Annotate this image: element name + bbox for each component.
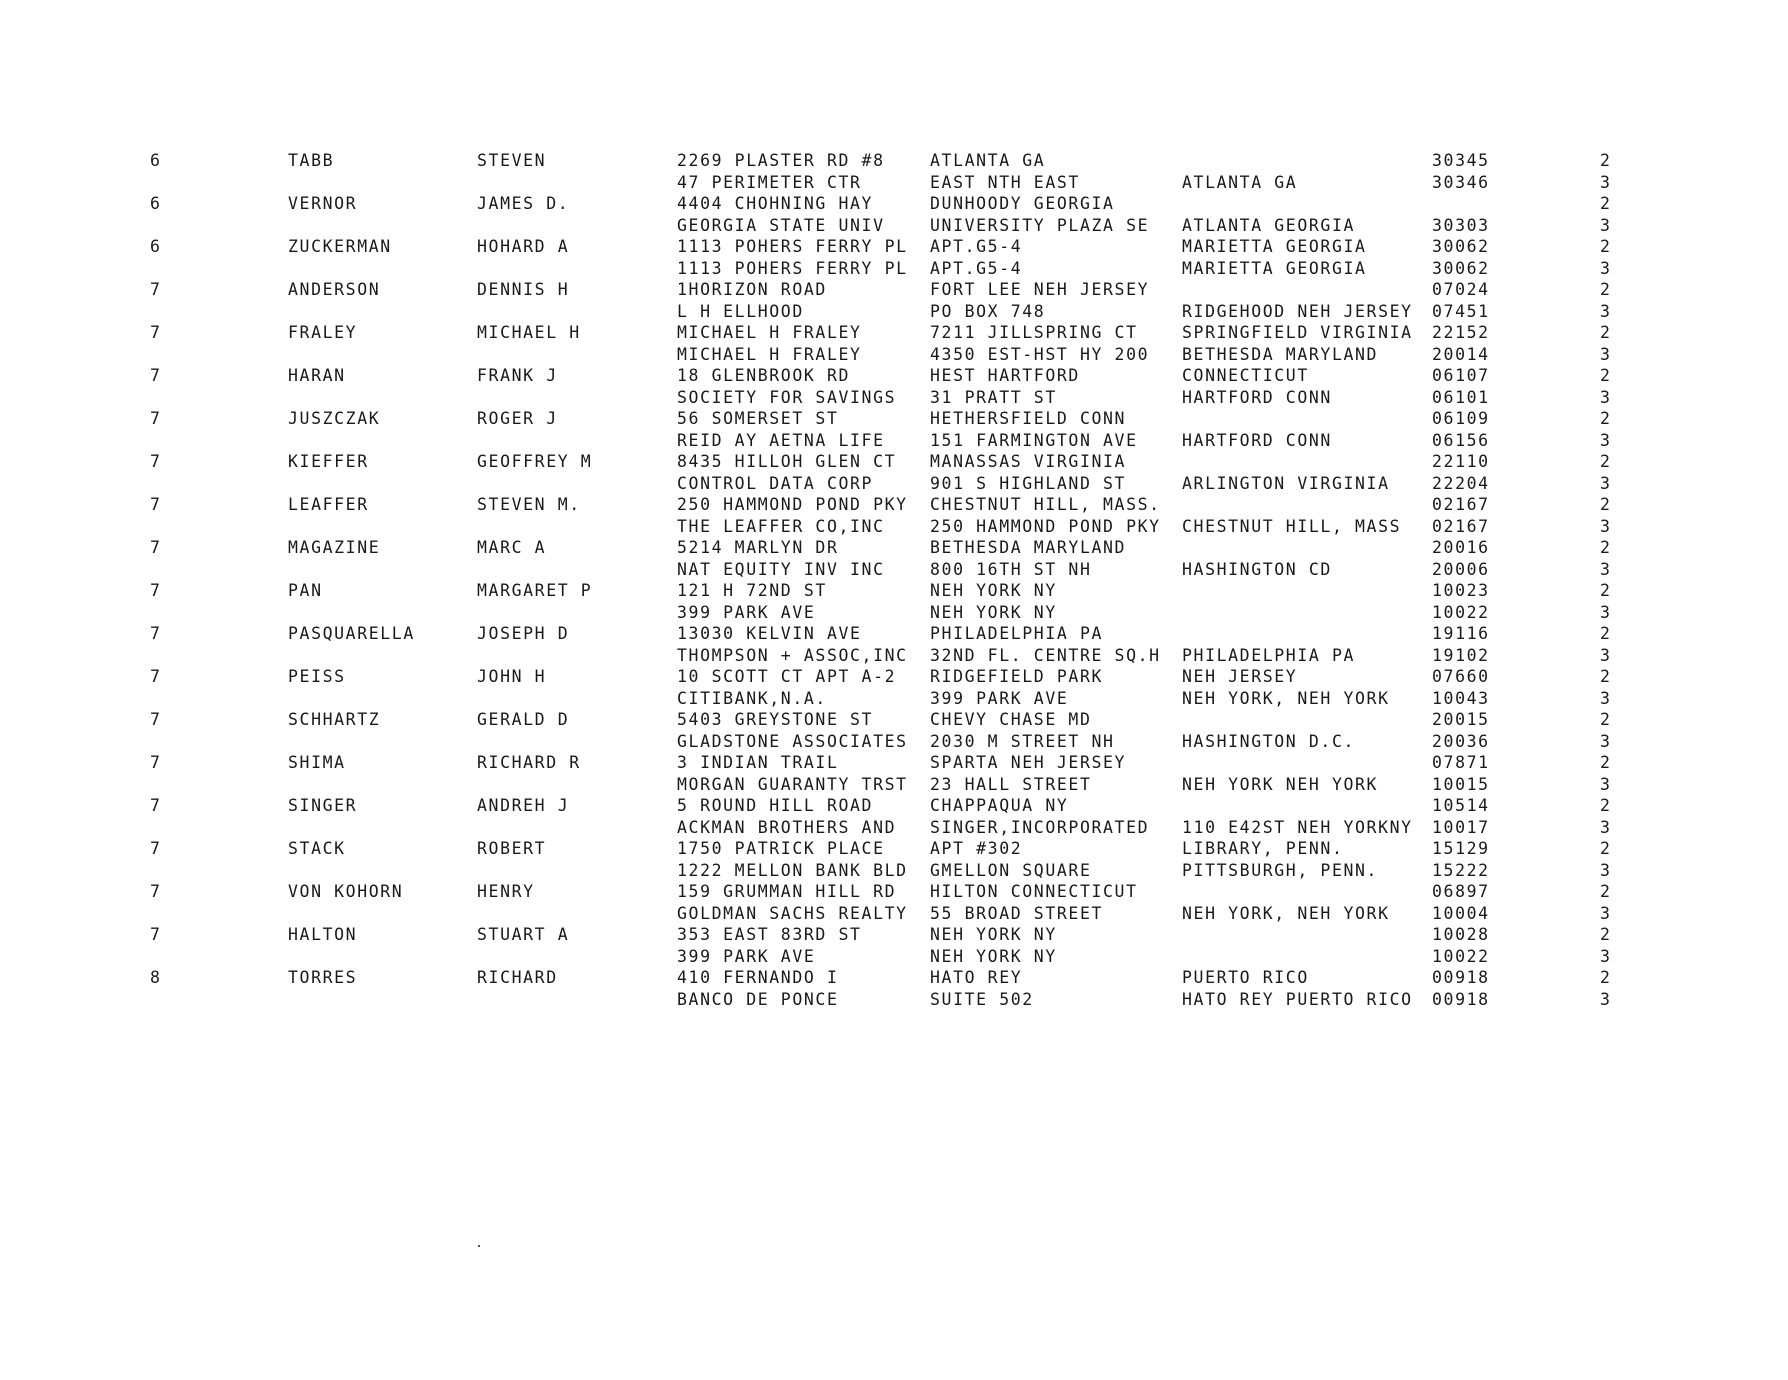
address-field-2: NEH YORK NY bbox=[930, 602, 1057, 622]
address-field-3: MARIETTA GEORGIA bbox=[1182, 237, 1367, 256]
line-code: 2 bbox=[1600, 667, 1612, 686]
line-code: 3 bbox=[1600, 473, 1612, 493]
zip-code: 07660 bbox=[1432, 667, 1490, 686]
line-code: 3 bbox=[1600, 215, 1612, 235]
record-line-secondary bbox=[0, 344, 1788, 366]
group-number: 7 bbox=[150, 624, 162, 643]
group-number: 7 bbox=[150, 925, 162, 944]
address-field-2: CHEVY CHASE MD bbox=[930, 710, 1092, 729]
record-line-primary bbox=[0, 236, 1788, 258]
address-field-3: LIBRARY, PENN. bbox=[1182, 839, 1344, 858]
line-code: 3 bbox=[1600, 817, 1612, 837]
zip-code: 30345 bbox=[1432, 151, 1490, 170]
address-field-2: APT.G5-4 bbox=[930, 237, 1023, 256]
record-line-secondary bbox=[0, 559, 1788, 581]
group-number: 7 bbox=[150, 710, 162, 729]
last-name: ANDERSON bbox=[288, 280, 381, 299]
address-field-2: 23 HALL STREET bbox=[930, 774, 1092, 794]
address-field-3: HARTFORD CONN bbox=[1182, 387, 1332, 407]
last-name: HARAN bbox=[288, 366, 346, 385]
stray-mark bbox=[478, 1245, 480, 1247]
address-field-1: SOCIETY FOR SAVINGS bbox=[677, 387, 897, 407]
first-name: JOHN H bbox=[477, 667, 547, 686]
zip-code: 02167 bbox=[1432, 495, 1490, 514]
address-field-2: SPARTA NEH JERSEY bbox=[930, 753, 1127, 772]
zip-code: 07024 bbox=[1432, 280, 1490, 299]
zip-code: 20016 bbox=[1432, 538, 1490, 557]
group-number: 7 bbox=[150, 882, 162, 901]
address-field-3: NEH YORK NEH YORK bbox=[1182, 774, 1379, 794]
zip-code: 22152 bbox=[1432, 323, 1490, 342]
address-field-1: THOMPSON + ASSOC,INC bbox=[677, 645, 908, 665]
address-field-3: HARTFORD CONN bbox=[1182, 430, 1332, 450]
address-field-1: 410 FERNANDO I bbox=[677, 968, 839, 987]
address-field-2: APT #302 bbox=[930, 839, 1023, 858]
address-field-2: PHILADELPHIA PA bbox=[930, 624, 1104, 643]
address-field-1: 1750 PATRICK PLACE bbox=[677, 839, 885, 858]
address-field-3: ARLINGTON VIRGINIA bbox=[1182, 473, 1390, 493]
address-field-3: MARIETTA GEORGIA bbox=[1182, 258, 1367, 278]
line-code: 2 bbox=[1600, 151, 1612, 170]
address-field-2: RIDGEFIELD PARK bbox=[930, 667, 1104, 686]
record-line-secondary bbox=[0, 731, 1788, 753]
address-field-3: ATLANTA GEORGIA bbox=[1182, 215, 1356, 235]
record-line-primary bbox=[0, 150, 1788, 172]
address-field-1: 10 SCOTT CT APT A-2 bbox=[677, 667, 897, 686]
address-field-2: EAST NTH EAST bbox=[930, 172, 1080, 192]
last-name: VERNOR bbox=[288, 194, 358, 213]
address-field-2: FORT LEE NEH JERSEY bbox=[930, 280, 1150, 299]
address-field-1: 5403 GREYSTONE ST bbox=[677, 710, 874, 729]
line-code: 3 bbox=[1600, 559, 1612, 579]
address-listing bbox=[0, 150, 1788, 1010]
address-field-1: CONTROL DATA CORP bbox=[677, 473, 874, 493]
first-name: GEOFFREY M bbox=[477, 452, 593, 471]
address-field-1: 121 H 72ND ST bbox=[677, 581, 827, 600]
address-field-1: 3 INDIAN TRAIL bbox=[677, 753, 839, 772]
line-code: 2 bbox=[1600, 839, 1612, 858]
zip-code: 30346 bbox=[1432, 172, 1490, 192]
address-field-1: 47 PERIMETER CTR bbox=[677, 172, 862, 192]
address-field-2: 250 HAMMOND POND PKY bbox=[930, 516, 1161, 536]
address-field-1: 56 SOMERSET ST bbox=[677, 409, 839, 428]
first-name: MARGARET P bbox=[477, 581, 593, 600]
line-code: 2 bbox=[1600, 194, 1612, 213]
line-code: 2 bbox=[1600, 796, 1612, 815]
record-line-secondary bbox=[0, 172, 1788, 194]
line-code: 3 bbox=[1600, 946, 1612, 966]
zip-code: 02167 bbox=[1432, 516, 1490, 536]
last-name: FRALEY bbox=[288, 323, 358, 342]
line-code: 3 bbox=[1600, 989, 1612, 1009]
zip-code: 30303 bbox=[1432, 215, 1490, 235]
address-field-2: 800 16TH ST NH bbox=[930, 559, 1092, 579]
group-number: 7 bbox=[150, 409, 162, 428]
group-number: 6 bbox=[150, 151, 162, 170]
record-line-primary bbox=[0, 322, 1788, 344]
last-name: JUSZCZAK bbox=[288, 409, 381, 428]
zip-code: 06107 bbox=[1432, 366, 1490, 385]
zip-code: 30062 bbox=[1432, 237, 1490, 256]
record-line-primary bbox=[0, 795, 1788, 817]
first-name: FRANK J bbox=[477, 366, 558, 385]
group-number: 7 bbox=[150, 366, 162, 385]
first-name: ANDREH J bbox=[477, 796, 570, 815]
address-field-1: 1113 POHERS FERRY PL bbox=[677, 237, 908, 256]
line-code: 3 bbox=[1600, 301, 1612, 321]
group-number: 7 bbox=[150, 323, 162, 342]
line-code: 3 bbox=[1600, 903, 1612, 923]
group-number: 7 bbox=[150, 538, 162, 557]
first-name: DENNIS H bbox=[477, 280, 570, 299]
address-field-1: 8435 HILLOH GLEN CT bbox=[677, 452, 897, 471]
address-field-3: NEH YORK, NEH YORK bbox=[1182, 688, 1390, 708]
first-name: MICHAEL H bbox=[477, 323, 581, 342]
address-field-3: 110 E42ST NEH YORKNY bbox=[1182, 817, 1413, 837]
address-field-1: 1113 POHERS FERRY PL bbox=[677, 258, 908, 278]
record-line-primary bbox=[0, 924, 1788, 946]
address-field-2: 901 S HIGHLAND ST bbox=[930, 473, 1127, 493]
address-field-1: 2269 PLASTER RD #8 bbox=[677, 151, 885, 170]
address-field-1: BANCO DE PONCE bbox=[677, 989, 839, 1009]
group-number: 7 bbox=[150, 452, 162, 471]
address-field-2: UNIVERSITY PLAZA SE bbox=[930, 215, 1150, 235]
address-field-3: PUERTO RICO bbox=[1182, 968, 1309, 987]
address-field-1: 399 PARK AVE bbox=[677, 602, 816, 622]
last-name: KIEFFER bbox=[288, 452, 369, 471]
first-name: HOHARD A bbox=[477, 237, 570, 256]
record-line-primary bbox=[0, 408, 1788, 430]
address-field-1: REID AY AETNA LIFE bbox=[677, 430, 885, 450]
group-number: 6 bbox=[150, 237, 162, 256]
record-line-primary bbox=[0, 666, 1788, 688]
record-line-primary bbox=[0, 752, 1788, 774]
address-field-2: NEH YORK NY bbox=[930, 925, 1057, 944]
line-code: 3 bbox=[1600, 172, 1612, 192]
first-name: STEVEN M. bbox=[477, 495, 581, 514]
line-code: 3 bbox=[1600, 430, 1612, 450]
address-field-3: HASHINGTON D.C. bbox=[1182, 731, 1356, 751]
first-name: RICHARD R bbox=[477, 753, 581, 772]
group-number: 6 bbox=[150, 194, 162, 213]
line-code: 3 bbox=[1600, 258, 1612, 278]
record-line-primary bbox=[0, 279, 1788, 301]
address-field-3: BETHESDA MARYLAND bbox=[1182, 344, 1379, 364]
first-name: JOSEPH D bbox=[477, 624, 570, 643]
record-line-secondary bbox=[0, 688, 1788, 710]
address-field-3: ATLANTA GA bbox=[1182, 172, 1298, 192]
record-line-secondary bbox=[0, 645, 1788, 667]
address-field-1: 18 GLENBROOK RD bbox=[677, 366, 851, 385]
record-line-primary bbox=[0, 709, 1788, 731]
line-code: 3 bbox=[1600, 688, 1612, 708]
zip-code: 00918 bbox=[1432, 968, 1490, 987]
zip-code: 07451 bbox=[1432, 301, 1490, 321]
zip-code: 10514 bbox=[1432, 796, 1490, 815]
line-code: 2 bbox=[1600, 624, 1612, 643]
zip-code: 20015 bbox=[1432, 710, 1490, 729]
record-line-secondary bbox=[0, 387, 1788, 409]
address-field-2: DUNHOODY GEORGIA bbox=[930, 194, 1115, 213]
line-code: 2 bbox=[1600, 409, 1612, 428]
line-code: 3 bbox=[1600, 774, 1612, 794]
line-code: 2 bbox=[1600, 323, 1612, 342]
line-code: 2 bbox=[1600, 968, 1612, 987]
line-code: 3 bbox=[1600, 645, 1612, 665]
record-line-primary bbox=[0, 580, 1788, 602]
line-code: 2 bbox=[1600, 925, 1612, 944]
zip-code: 10022 bbox=[1432, 946, 1490, 966]
address-field-3: NEH YORK, NEH YORK bbox=[1182, 903, 1390, 923]
record-line-primary bbox=[0, 537, 1788, 559]
address-field-3: HATO REY PUERTO RICO bbox=[1182, 989, 1413, 1009]
record-line-secondary bbox=[0, 817, 1788, 839]
group-number: 7 bbox=[150, 667, 162, 686]
line-code: 2 bbox=[1600, 280, 1612, 299]
zip-code: 10015 bbox=[1432, 774, 1490, 794]
address-field-1: MICHAEL H FRALEY bbox=[677, 344, 862, 364]
line-code: 2 bbox=[1600, 581, 1612, 600]
last-name: PEISS bbox=[288, 667, 346, 686]
address-field-3: CHESTNUT HILL, MASS bbox=[1182, 516, 1402, 536]
record-line-secondary bbox=[0, 903, 1788, 925]
record-line-secondary bbox=[0, 946, 1788, 968]
record-line-primary bbox=[0, 451, 1788, 473]
first-name: MARC A bbox=[477, 538, 547, 557]
record-line-primary bbox=[0, 967, 1788, 989]
line-code: 3 bbox=[1600, 516, 1612, 536]
zip-code: 10017 bbox=[1432, 817, 1490, 837]
address-field-2: MANASSAS VIRGINIA bbox=[930, 452, 1127, 471]
group-number: 8 bbox=[150, 968, 162, 987]
record-line-secondary bbox=[0, 516, 1788, 538]
last-name: PAN bbox=[288, 581, 323, 600]
record-line-secondary bbox=[0, 430, 1788, 452]
zip-code: 20036 bbox=[1432, 731, 1490, 751]
address-field-1: MICHAEL H FRALEY bbox=[677, 323, 862, 342]
last-name: TORRES bbox=[288, 968, 358, 987]
zip-code: 22110 bbox=[1432, 452, 1490, 471]
record-line-primary bbox=[0, 494, 1788, 516]
address-field-2: SUITE 502 bbox=[930, 989, 1034, 1009]
address-field-2: 31 PRATT ST bbox=[930, 387, 1057, 407]
zip-code: 10022 bbox=[1432, 602, 1490, 622]
zip-code: 10043 bbox=[1432, 688, 1490, 708]
line-code: 2 bbox=[1600, 753, 1612, 772]
first-name: RICHARD bbox=[477, 968, 558, 987]
line-code: 2 bbox=[1600, 882, 1612, 901]
address-field-1: GLADSTONE ASSOCIATES bbox=[677, 731, 908, 751]
address-field-3: HASHINGTON CD bbox=[1182, 559, 1332, 579]
group-number: 7 bbox=[150, 753, 162, 772]
last-name: MAGAZINE bbox=[288, 538, 381, 557]
first-name: ROGER J bbox=[477, 409, 558, 428]
zip-code: 15222 bbox=[1432, 860, 1490, 880]
record-line-primary bbox=[0, 365, 1788, 387]
zip-code: 06101 bbox=[1432, 387, 1490, 407]
address-field-1: 353 EAST 83RD ST bbox=[677, 925, 862, 944]
address-field-3: RIDGEHOOD NEH JERSEY bbox=[1182, 301, 1413, 321]
record-line-primary bbox=[0, 838, 1788, 860]
address-field-2: HILTON CONNECTICUT bbox=[930, 882, 1138, 901]
record-line-secondary bbox=[0, 602, 1788, 624]
last-name: HALTON bbox=[288, 925, 358, 944]
line-code: 2 bbox=[1600, 538, 1612, 557]
last-name: LEAFFER bbox=[288, 495, 369, 514]
address-field-3: PHILADELPHIA PA bbox=[1182, 645, 1356, 665]
address-field-2: BETHESDA MARYLAND bbox=[930, 538, 1127, 557]
address-field-2: CHESTNUT HILL, MASS. bbox=[930, 495, 1161, 514]
address-field-2: 2030 M STREET NH bbox=[930, 731, 1115, 751]
record-line-secondary bbox=[0, 989, 1788, 1011]
line-code: 2 bbox=[1600, 366, 1612, 385]
zip-code: 20014 bbox=[1432, 344, 1490, 364]
address-field-2: 7211 JILLSPRING CT bbox=[930, 323, 1138, 342]
address-field-2: NEH YORK NY bbox=[930, 581, 1057, 600]
record-line-secondary bbox=[0, 473, 1788, 495]
address-field-1: 399 PARK AVE bbox=[677, 946, 816, 966]
group-number: 7 bbox=[150, 495, 162, 514]
zip-code: 07871 bbox=[1432, 753, 1490, 772]
line-code: 3 bbox=[1600, 731, 1612, 751]
address-field-1: ACKMAN BROTHERS AND bbox=[677, 817, 897, 837]
address-field-2: 151 FARMINGTON AVE bbox=[930, 430, 1138, 450]
address-field-1: GEORGIA STATE UNIV bbox=[677, 215, 885, 235]
address-field-3: PITTSBURGH, PENN. bbox=[1182, 860, 1379, 880]
group-number: 7 bbox=[150, 280, 162, 299]
zip-code: 22204 bbox=[1432, 473, 1490, 493]
zip-code: 15129 bbox=[1432, 839, 1490, 858]
zip-code: 10028 bbox=[1432, 925, 1490, 944]
address-field-3: CONNECTICUT bbox=[1182, 366, 1309, 385]
address-field-1: 4404 CHOHNING HAY bbox=[677, 194, 874, 213]
group-number: 7 bbox=[150, 839, 162, 858]
last-name: ZUCKERMAN bbox=[288, 237, 392, 256]
address-field-2: HETHERSFIELD CONN bbox=[930, 409, 1127, 428]
address-field-1: CITIBANK,N.A. bbox=[677, 688, 827, 708]
first-name: GERALD D bbox=[477, 710, 570, 729]
zip-code: 06156 bbox=[1432, 430, 1490, 450]
address-field-1: 5 ROUND HILL ROAD bbox=[677, 796, 874, 815]
address-field-1: 1HORIZON ROAD bbox=[677, 280, 827, 299]
last-name: SINGER bbox=[288, 796, 358, 815]
zip-code: 20006 bbox=[1432, 559, 1490, 579]
line-code: 2 bbox=[1600, 495, 1612, 514]
address-field-2: 4350 EST-HST HY 200 bbox=[930, 344, 1150, 364]
address-field-1: 159 GRUMMAN HILL RD bbox=[677, 882, 897, 901]
zip-code: 19102 bbox=[1432, 645, 1490, 665]
address-field-1: 250 HAMMOND POND PKY bbox=[677, 495, 908, 514]
address-field-1: 1222 MELLON BANK BLD bbox=[677, 860, 908, 880]
last-name: PASQUARELLA bbox=[288, 624, 415, 643]
record-line-primary bbox=[0, 193, 1788, 215]
address-field-2: 55 BROAD STREET bbox=[930, 903, 1104, 923]
last-name: TABB bbox=[288, 151, 335, 170]
address-field-1: MORGAN GUARANTY TRST bbox=[677, 774, 908, 794]
last-name: VON KOHORN bbox=[288, 882, 404, 901]
zip-code: 06897 bbox=[1432, 882, 1490, 901]
line-code: 3 bbox=[1600, 344, 1612, 364]
zip-code: 00918 bbox=[1432, 989, 1490, 1009]
address-field-2: NEH YORK NY bbox=[930, 946, 1057, 966]
group-number: 7 bbox=[150, 581, 162, 600]
first-name: STEVEN bbox=[477, 151, 547, 170]
line-code: 2 bbox=[1600, 710, 1612, 729]
zip-code: 06109 bbox=[1432, 409, 1490, 428]
record-line-primary bbox=[0, 623, 1788, 645]
address-field-2: HEST HARTFORD bbox=[930, 366, 1080, 385]
address-field-3: NEH JERSEY bbox=[1182, 667, 1298, 686]
first-name: JAMES D. bbox=[477, 194, 570, 213]
address-field-1: GOLDMAN SACHS REALTY bbox=[677, 903, 908, 923]
zip-code: 10023 bbox=[1432, 581, 1490, 600]
line-code: 3 bbox=[1600, 602, 1612, 622]
address-field-1: L H ELLHOOD bbox=[677, 301, 804, 321]
address-field-2: 32ND FL. CENTRE SQ.H bbox=[930, 645, 1161, 665]
zip-code: 30062 bbox=[1432, 258, 1490, 278]
record-line-secondary bbox=[0, 215, 1788, 237]
record-line-secondary bbox=[0, 774, 1788, 796]
address-field-1: 5214 MARLYN DR bbox=[677, 538, 839, 557]
address-field-2: GMELLON SQUARE bbox=[930, 860, 1092, 880]
record-line-secondary bbox=[0, 860, 1788, 882]
address-field-2: APT.G5-4 bbox=[930, 258, 1023, 278]
line-code: 2 bbox=[1600, 237, 1612, 256]
group-number: 7 bbox=[150, 796, 162, 815]
last-name: STACK bbox=[288, 839, 346, 858]
line-code: 2 bbox=[1600, 452, 1612, 471]
address-field-1: 13030 KELVIN AVE bbox=[677, 624, 862, 643]
first-name: HENRY bbox=[477, 882, 535, 901]
address-field-2: CHAPPAQUA NY bbox=[930, 796, 1069, 815]
last-name: SCHHARTZ bbox=[288, 710, 381, 729]
address-field-2: HATO REY bbox=[930, 968, 1023, 987]
record-line-primary bbox=[0, 881, 1788, 903]
first-name: ROBERT bbox=[477, 839, 547, 858]
address-field-1: NAT EQUITY INV INC bbox=[677, 559, 885, 579]
line-code: 3 bbox=[1600, 387, 1612, 407]
address-field-3: SPRINGFIELD VIRGINIA bbox=[1182, 323, 1413, 342]
zip-code: 19116 bbox=[1432, 624, 1490, 643]
address-field-2: SINGER,INCORPORATED bbox=[930, 817, 1150, 837]
record-line-secondary bbox=[0, 258, 1788, 280]
zip-code: 10004 bbox=[1432, 903, 1490, 923]
line-code: 3 bbox=[1600, 860, 1612, 880]
address-field-1: THE LEAFFER CO,INC bbox=[677, 516, 885, 536]
last-name: SHIMA bbox=[288, 753, 346, 772]
address-field-2: ATLANTA GA bbox=[930, 151, 1046, 170]
record-line-secondary bbox=[0, 301, 1788, 323]
address-field-2: 399 PARK AVE bbox=[930, 688, 1069, 708]
first-name: STUART A bbox=[477, 925, 570, 944]
address-field-2: PO BOX 748 bbox=[930, 301, 1046, 321]
